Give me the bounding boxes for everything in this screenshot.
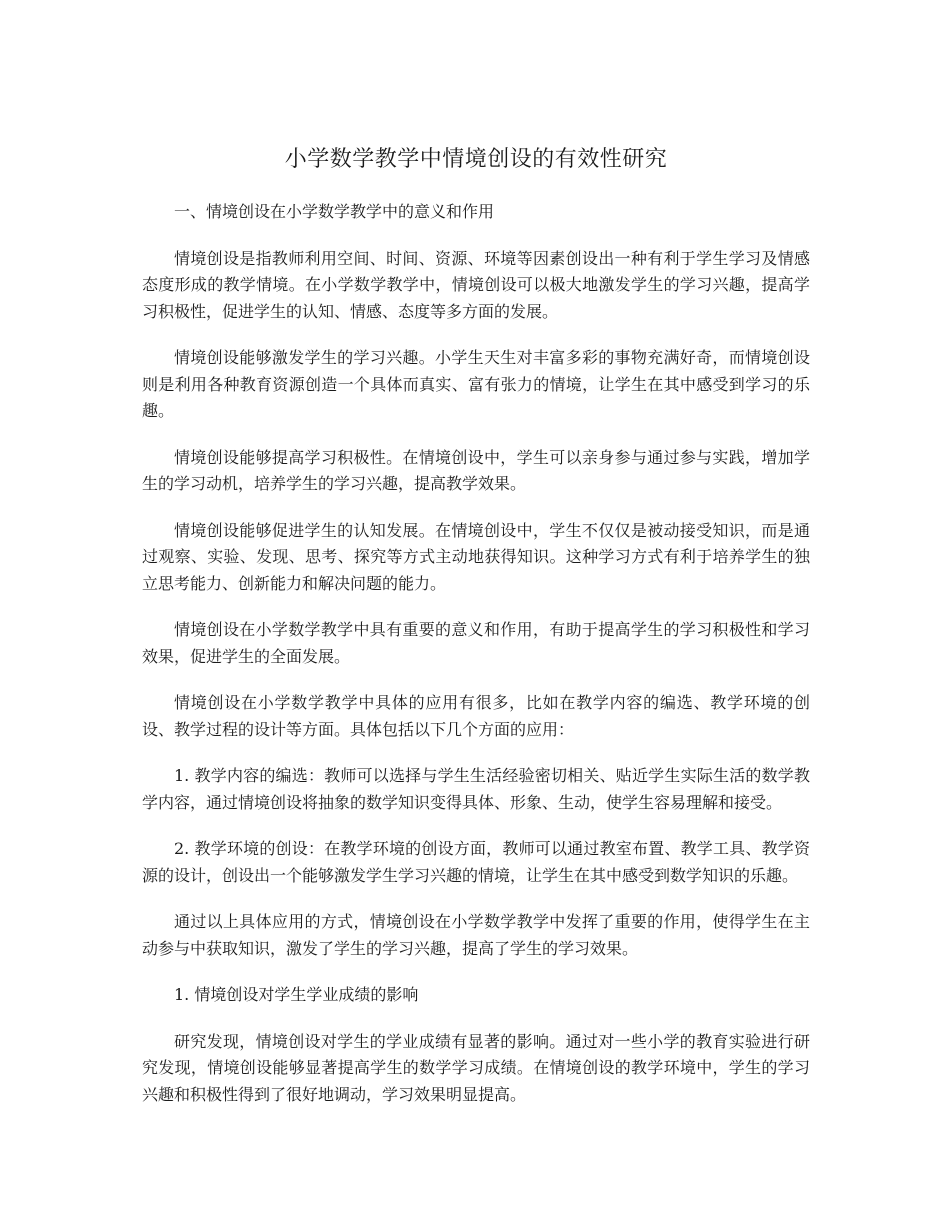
document-title: 小学数学教学中情境创设的有效性研究 [284,147,668,172]
paragraph-3: 情境创设能够提高学习积极性。在情境创设中，学生可以亲身参与通过参与实践，增加学生的学习动机，培养学生的学习兴趣，提高教学效果。 [142,447,810,493]
list-item-content-selection: 1. 教学内容的编选：教师可以选择与学生生活经验密切相关、贴近学生实际生活的数学教学内容，通过情境创设将抽象的数学知识变得具体、形象、生动，使学生容易理解和接受。 [142,766,810,812]
paragraph-5: 情境创设在小学数学教学中具有重要的意义和作用，有助于提高学生的学习积极性和学习效果，促进学生的全面发展。 [142,620,810,666]
section-heading-2: 1. 情境创设对学生学业成绩的影响 [174,985,419,1004]
document-body [142,143,810,1128]
paragraph-6: 情境创设在小学数学教学中具体的应用有很多，比如在教学内容的编选、教学环境的创设、教学过程的设计等方面。具体包括以下几个方面的应用： [142,693,810,739]
section-heading-1: 一、情境创设在小学数学教学中的意义和作用 [174,202,495,221]
paragraph-1: 情境创设是指教师利用空间、时间、资源、环境等因素创设出一种有利于学生学习及情感态度形成的教学情境。在小学数学教学中，情境创设可以极大地激发学生的学习兴趣，提高学习积极性，促进学生的认知、情感、态度等多方面的发展。 [142,248,810,321]
paragraph-10: 研究发现，情境创设对学生的学业成绩有显著的影响。通过对一些小学的教育实验进行研究发现，情境创设能够显著提高学生的数学学习成绩。在情境创设的教学环境中，学生的学习兴趣和积极性得到了很好地调动，学习效果明显提高。 [142,1031,810,1104]
paragraph-4: 情境创设能够促进学生的认知发展。在情境创设中，学生不仅仅是被动接受知识，而是通过观察、实验、发现、思考、探究等方式主动地获得知识。这种学习方式有利于培养学生的独立思考能力、创新能力和解决问题的能力。 [142,520,810,593]
paragraph-2: 情境创设能够激发学生的学习兴趣。小学生天生对丰富多彩的事物充满好奇，而情境创设则是利用各种教育资源创造一个具体而真实、富有张力的情境，让学生在其中感受到学习的乐趣。 [142,348,810,420]
list-item-environment-creation: 2. 教学环境的创设：在教学环境的创设方面，教师可以通过教室布置、教学工具、教学资源的设计，创设出一个能够激发学生学习兴趣的情境，让学生在其中感受到数学知识的乐趣。 [142,839,810,885]
paragraph-9: 通过以上具体应用的方式，情境创设在小学数学教学中发挥了重要的作用，使得学生在主动参与中获取知识，激发了学生的学习兴趣，提高了学生的学习效果。 [142,912,810,958]
